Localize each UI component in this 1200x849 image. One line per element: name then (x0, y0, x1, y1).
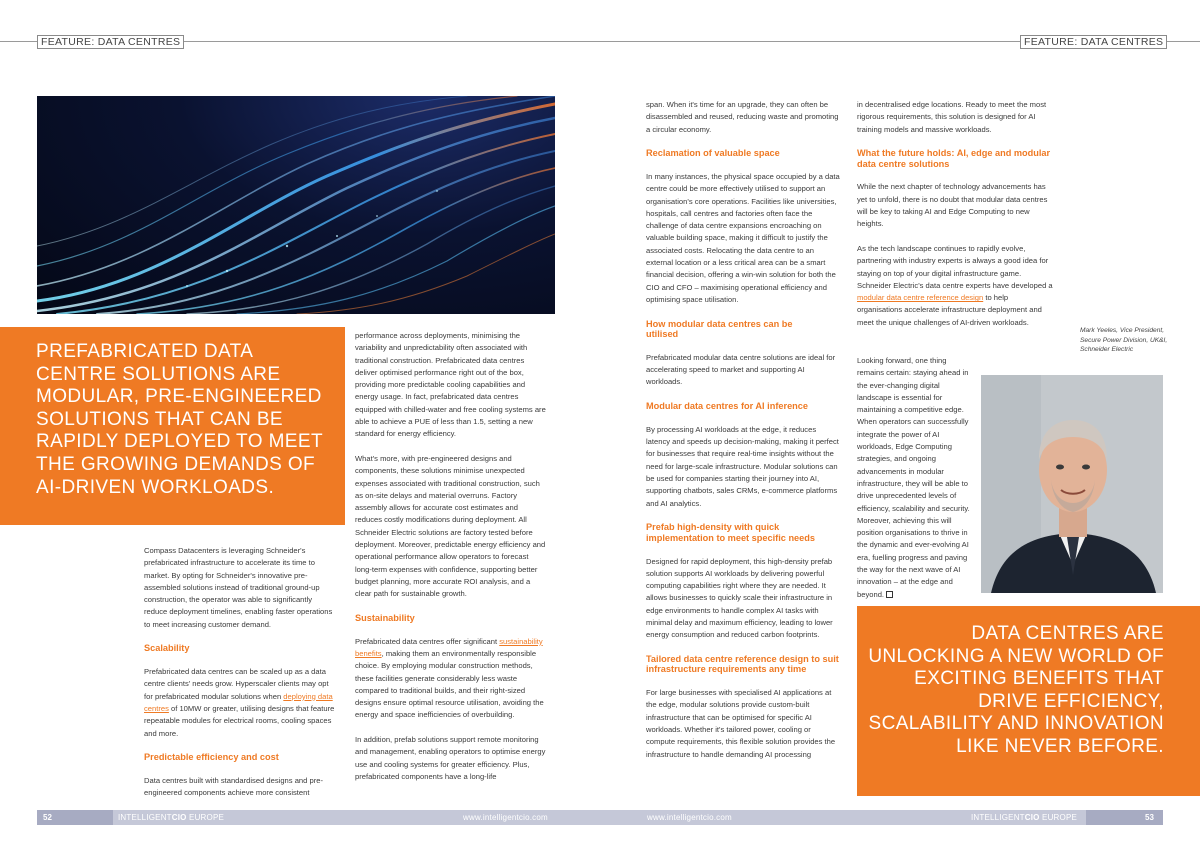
subheading-future: What the future holds: AI, edge and modular data centre solutions (857, 148, 1051, 169)
paragraph: Looking forward, one thing remains certain: staying ahead in the ever-changing digital landscape is essential for maintaining a competitive edge. When operators can successfully integrate the power of AI workloads, Edge Computing strategies, and ongoing advancements in modular infrastructure, they will be able to drive unprecedented levels of efficiency, scalability and security. Moreover, achieving this will position organisations to thrive in the dynamic and ever-evolving AI era, fuelling progress and paving the way for the next wave of AI innovation – at the edge and beyond. (857, 356, 970, 599)
paragraph: Data centres built with standardised designs and pre-engineered components achieve more consistent (144, 776, 323, 798)
pull-quote-right: DATA CENTRES ARE UNLOCKING A NEW WORLD OF EXCITING BENEFITS THAT DRIVE EFFICIENCY, SCALABILITY AND INNOVATION LIKE NEVER BEFORE. (868, 623, 1164, 757)
paragraph: Prefabricated data centres offer significant sustainability benefits, making them an environmentally responsible choice. By employing modular construction methods, these facilities generate considerably less waste compared to traditional builds, and their right-sized designs ensure optimal resource utilisation, avoiding the energy and space inefficiencies of overbuilding. (355, 636, 544, 720)
subheading-how-modular: How modular data centres can be utilised (646, 318, 793, 340)
link-sustainability-benefits[interactable]: sustainability benefits (355, 636, 543, 658)
footer-brand-left: INTELLIGENTCIO EUROPE (118, 813, 225, 822)
footer-url-left[interactable]: www.intelligentcio.com (463, 813, 548, 822)
paragraph: span. When it's time for an upgrade, they can often be disassembled and reused, reducing waste and promoting a circular economy. (646, 100, 839, 134)
article-column-4-wrap (857, 355, 973, 613)
paragraph: In many instances, the physical space occupied by a data centre could be more effectively utilised to support an organisation's core operations. Facilities like universities, hospitals, call centres and factories often face the challenge of data centre expansions encroaching on valuable building space, making it difficult to justify the associated costs. Relocating the data centre to an external location or a less critical area can be a smart financial decision, offering a win-win solution for both the CIO and CFO – maximising operational efficiency and optimising space utilisation. (646, 171, 840, 304)
link-deploying-data-centres[interactable]: deploying data centres (144, 691, 333, 714)
paragraph: In addition, prefab solutions support remote monitoring and management, enabling operators to optimise energy use and cooling systems for greater efficiency. Plus, prefabricated components have a long-life (355, 735, 546, 781)
paragraph: Compass Datacenters is leveraging Schneider's prefabricated infrastructure to accelerate its time to market. By opting for Schneider's innovative pre-assembled solutions instead of traditional ground-up construction, the operator was able to significantly reduce deployment timelines, enabling faster operations to meet increasing customer demand. (144, 546, 333, 629)
paragraph: What's more, with pre-engineered designs and components, these solutions minimise unexpected expenses associated with traditional construction, such as on-site delays and material overruns. Factory assembly allows for accurate cost estimates and reduces costly modifications during deployment. All Schneider Electric solutions are factory tested before deployment. Moreover, predictable energy efficiency and operational performance allow operators to forecast long-term expenses with confidence, supporting better budget planning, more accurate ROI analysis, and a clear path for sustainable growth. (355, 453, 546, 599)
article-column-4 (857, 99, 1055, 341)
subheading-predictable-efficiency: Predictable efficiency and cost (144, 752, 279, 763)
pull-quote-left: PREFABRICATED DATA CENTRE SOLUTIONS ARE MODULAR, PRE-ENGINEERED SOLUTIONS THAT CAN BE RAPIDLY DEPLOYED TO MEET THE GROWING DEMANDS OF AI-DRIVEN WORKLOADS. (36, 341, 323, 498)
subheading-scalability: Scalability (144, 643, 190, 654)
page-number-left: 52 (43, 813, 52, 822)
section-label-left: FEATURE: DATA CENTRES (37, 35, 184, 49)
paragraph: Prefabricated modular data centre solutions are ideal for accelerating speed to market and supporting AI workloads. (646, 352, 836, 387)
section-label-right: FEATURE: DATA CENTRES (1020, 35, 1167, 49)
paragraph: performance across deployments, minimising the variability and unpredictability often associated with traditional construction. Prefabricated data centres deliver optimised performance right out of the box, providing more predictable cooling capabilities and energy usage. In fact, prefabricated data centres equipped with chilled-water and free cooling systems are able to achieve a PUE of less than 1.5, setting a new standard for energy efficiency. (355, 331, 546, 439)
subheading-reclamation: Reclamation of valuable space (646, 148, 780, 159)
paragraph: For large businesses with specialised AI applications at the edge, modular solutions provide custom-built infrastructure that can be optimised for specific AI workloads. Whether it's tailored power, cooling or compute requirements, this flexible solution provides the infrastructure to handle demanding AI processing (646, 688, 836, 759)
hero-image-light-trails (37, 96, 555, 314)
article-column-2 (355, 330, 546, 795)
article-column-3 (646, 99, 841, 773)
paragraph: While the next chapter of technology advancements has yet to unfold, there is no doubt that modular data centres will be key to taking AI and Edge Computing to new heights. (857, 182, 1048, 229)
paragraph: Prefabricated data centres can be scaled up as a data centre clients' needs grow. Hyperscaler clients may opt for prefabricated modular solutions when deploying data centres of 10MW or greater, utilising designs that feature repeatable modules for electrical rooms, cooling spaces and more. (144, 667, 335, 738)
paragraph: By processing AI workloads at the edge, it reduces latency and speeds up decision-making, making it perfect for businesses that require real-time insights without the need for large-scale infrastructure. Modular solutions can be used for companies starting their journey into AI, supporting chatbots, sales CRMs, e-commerce platforms and AI analytics. (646, 424, 839, 508)
end-of-article-icon (886, 591, 893, 598)
link-modular-reference-design[interactable]: modular data centre reference design (857, 293, 984, 303)
paragraph: in decentralised edge locations. Ready to meet the most rigorous requirements, this solution is designed for AI training models and massive workloads. (857, 100, 1047, 134)
portrait-photo (981, 375, 1163, 593)
subheading-sustainability: Sustainability (355, 612, 415, 623)
paragraph: As the tech landscape continues to rapidly evolve, partnering with industry experts is always a good idea for staying on top of your digital infrastructure game. Schneider Electric's data centre experts have developed a modular data centre reference design to help organisations accelerate infrastructure deployment and meet the unique challenges of AI-driven workloads. (857, 243, 1053, 327)
paragraph: Designed for rapid deployment, this high-density prefab solution supports AI workloads by delivering powerful computing capabilities right where they are needed. It allows businesses to quickly scale their infrastructure in edge environments to handle complex AI tasks with minimal delay and maximum efficiency, leading to lower energy consumption and reduced carbon footprints. (646, 556, 833, 640)
article-column-1 (144, 545, 335, 812)
subheading-ai-inference: Modular data centres for AI inference (646, 401, 809, 412)
page-number-right: 53 (1145, 813, 1154, 822)
subheading-prefab-high-density: Prefab high-density with quick implementation to meet specific needs (646, 522, 815, 543)
subheading-tailored-design: Tailored data centre reference design to suit infrastructure requirements any time (646, 653, 839, 675)
photo-caption: Mark Yeeles, Vice President, Secure Power Division, UK&I, Schneider Electric (1080, 327, 1168, 353)
footer-brand-right: INTELLIGENTCIO EUROPE (971, 813, 1078, 822)
footer-url-right[interactable]: www.intelligentcio.com (647, 813, 732, 822)
